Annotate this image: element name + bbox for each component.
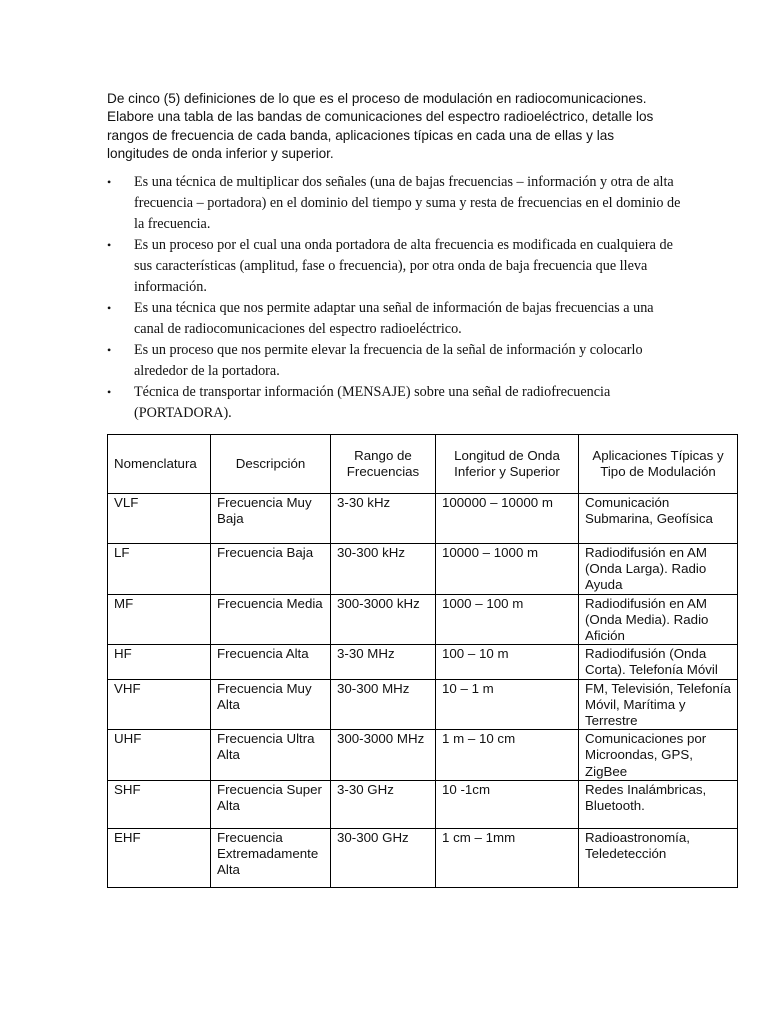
header-longitud: Longitud de Onda Inferior y Superior xyxy=(436,435,579,494)
cell-nomenclatura: HF xyxy=(108,645,211,679)
definition-text: Es una técnica que nos permite adaptar una señal de información de bajas frecuencias a una canal de radiocomunicaciones del espectro radioeléctrico. xyxy=(134,300,654,337)
cell-aplicaciones: Radiodifusión en AM (Onda Media). Radio Afición xyxy=(579,594,738,645)
table-row xyxy=(108,730,738,781)
header-descripcion: Descripción xyxy=(211,435,331,494)
definition-item xyxy=(107,235,687,298)
bullet-icon: • xyxy=(107,238,112,252)
definition-text: Es una técnica de multiplicar dos señales (una de bajas frecuencias – información y otra de alta frecuencia – portadora) en el dominio del tiempo y suma y resta de frecuencias en el dominio de la frecuencia. xyxy=(134,174,681,232)
cell-longitud: 100 – 10 m xyxy=(436,645,579,679)
definition-text: Es un proceso por el cual una onda portadora de alta frecuencia es modificada en cualquiera de sus características (amplitud, fase o frecuencia), por otra onda de baja frecuencia que lleva información. xyxy=(134,237,673,295)
cell-aplicaciones: FM, Televisión, Telefonía Móvil, Marítima y Terrestre xyxy=(579,679,738,730)
cell-longitud: 10 – 1 m xyxy=(436,679,579,730)
cell-descripcion: Frecuencia Muy Baja xyxy=(211,494,331,544)
cell-longitud: 1000 – 100 m xyxy=(436,594,579,645)
bullet-icon: • xyxy=(107,175,112,189)
definition-item xyxy=(107,298,687,340)
cell-nomenclatura: MF xyxy=(108,594,211,645)
cell-descripcion: Frecuencia Media xyxy=(211,594,331,645)
bullet-icon: • xyxy=(107,301,112,315)
frequency-bands-table xyxy=(107,434,738,888)
table-row xyxy=(108,679,738,730)
cell-rango: 30-300 GHz xyxy=(331,828,436,887)
cell-nomenclatura: EHF xyxy=(108,828,211,887)
table-row xyxy=(108,645,738,679)
cell-descripcion: Frecuencia Baja xyxy=(211,544,331,595)
definition-item xyxy=(107,172,687,235)
cell-rango: 30-300 kHz xyxy=(331,544,436,595)
question-paragraph: De cinco (5) definiciones de lo que es el proceso de modulación en radiocomunicaciones. Elabore una tabla de las bandas de comunicaciones del espectro radioeléctrico, detalle los rangos de frecuencia de cada banda, aplicaciones típicas en cada una de ellas y las longitudes de onda inferior y superior. xyxy=(107,91,654,161)
cell-longitud: 1 m – 10 cm xyxy=(436,730,579,781)
cell-rango: 3-30 MHz xyxy=(331,645,436,679)
cell-longitud: 100000 – 10000 m xyxy=(436,494,579,544)
cell-longitud: 10 -1cm xyxy=(436,780,579,828)
cell-rango: 300-3000 MHz xyxy=(331,730,436,781)
cell-aplicaciones: Radiodifusión (Onda Corta). Telefonía Móvil xyxy=(579,645,738,679)
definition-item xyxy=(107,340,687,382)
cell-nomenclatura: VLF xyxy=(108,494,211,544)
cell-descripcion: Frecuencia Alta xyxy=(211,645,331,679)
cell-aplicaciones: Radiodifusión en AM (Onda Larga). Radio Ayuda xyxy=(579,544,738,595)
cell-aplicaciones: Comunicaciones por Microondas, GPS, ZigBee xyxy=(579,730,738,781)
cell-nomenclatura: LF xyxy=(108,544,211,595)
cell-aplicaciones: Comunicación Submarina, Geofísica xyxy=(579,494,738,544)
bullet-icon: • xyxy=(107,385,112,399)
cell-rango: 30-300 MHz xyxy=(331,679,436,730)
cell-nomenclatura: UHF xyxy=(108,730,211,781)
cell-aplicaciones: Redes Inalámbricas, Bluetooth. xyxy=(579,780,738,828)
cell-descripcion: Frecuencia Ultra Alta xyxy=(211,730,331,781)
table-row xyxy=(108,494,738,544)
definition-text: Técnica de transportar información (MENSAJE) sobre una señal de radiofrecuencia (PORTADORA). xyxy=(134,384,611,421)
table-row xyxy=(108,594,738,645)
definition-item xyxy=(107,382,687,424)
cell-nomenclatura: VHF xyxy=(108,679,211,730)
header-aplicaciones: Aplicaciones Típicas y Tipo de Modulación xyxy=(579,435,738,494)
definitions-list xyxy=(107,172,687,424)
cell-rango: 300-3000 kHz xyxy=(331,594,436,645)
cell-descripcion: Frecuencia Muy Alta xyxy=(211,679,331,730)
cell-longitud: 1 cm – 1mm xyxy=(436,828,579,887)
cell-aplicaciones: Radioastronomía, Teledetección xyxy=(579,828,738,887)
table-row xyxy=(108,828,738,887)
definition-text: Es un proceso que nos permite elevar la frecuencia de la señal de información y colocarlo alrededor de la portadora. xyxy=(134,342,643,379)
cell-descripcion: Frecuencia Extremadamente Alta xyxy=(211,828,331,887)
table-row xyxy=(108,780,738,828)
cell-nomenclatura: SHF xyxy=(108,780,211,828)
cell-rango: 3-30 kHz xyxy=(331,494,436,544)
table-row xyxy=(108,544,738,595)
bullet-icon: • xyxy=(107,343,112,357)
cell-descripcion: Frecuencia Super Alta xyxy=(211,780,331,828)
header-rango: Rango de Frecuencias xyxy=(331,435,436,494)
table-header-row xyxy=(108,435,738,494)
cell-longitud: 10000 – 1000 m xyxy=(436,544,579,595)
header-nomenclatura: Nomenclatura xyxy=(108,435,211,494)
cell-rango: 3-30 GHz xyxy=(331,780,436,828)
